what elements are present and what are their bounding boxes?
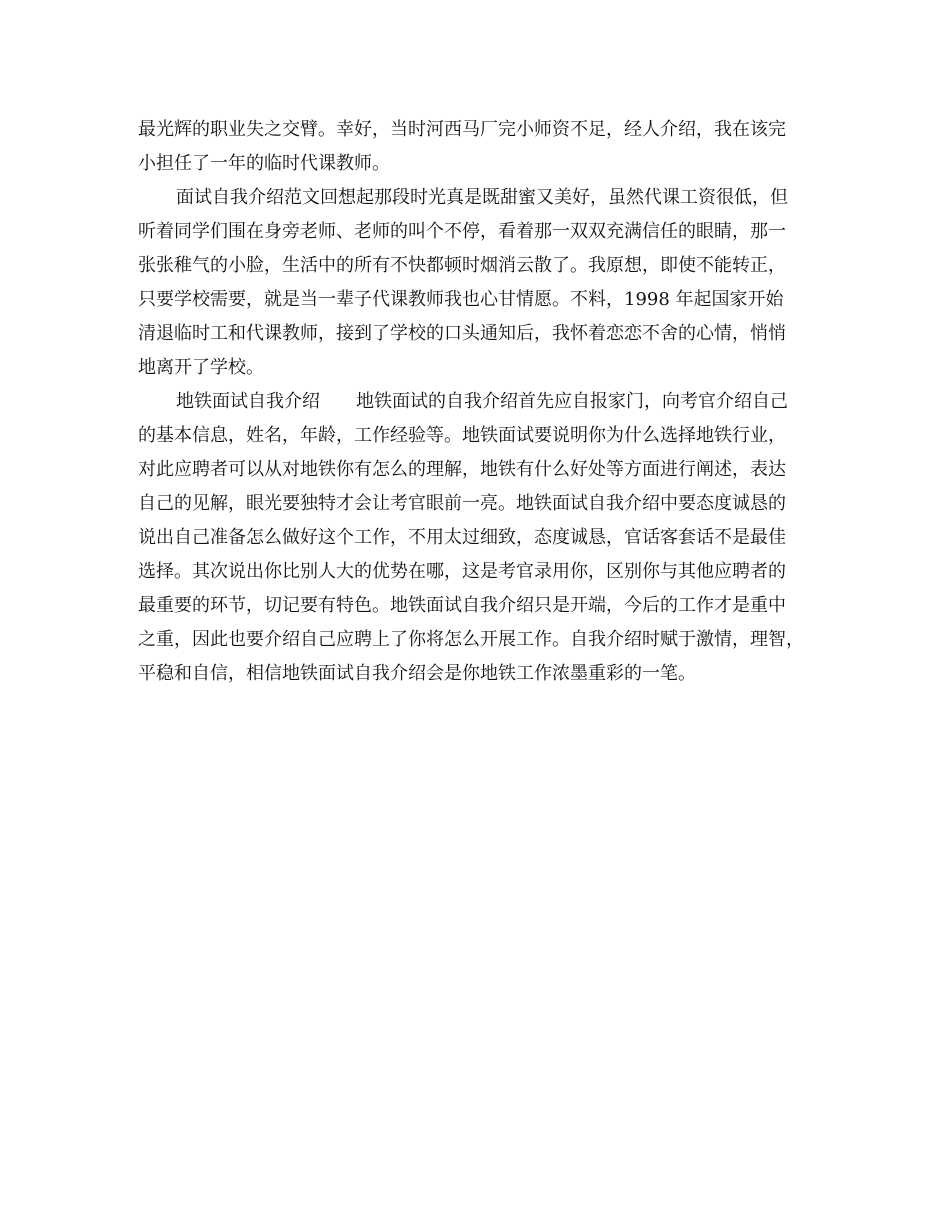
paragraph-start-line: 面试自我介绍范文回想起那段时光真是既甜蜜又美好，虽然代课工资很低，但 (176, 187, 788, 208)
document-body (138, 113, 838, 691)
subway-heading: 地铁面试自我介绍 (176, 391, 320, 412)
text-line: 听着同学们围在身旁老师、老师的叫个不停，看着那一双双充满信任的眼睛，那一 (138, 221, 786, 242)
subway-lead-text: 地铁面试的自我介绍首先应自报家门，向考官介绍自己 (356, 391, 788, 412)
text-line: 张张稚气的小脸，生活中的所有不快都顿时烟消云散了。我原想，即使不能转正， (138, 255, 786, 276)
text-line: 小担任了一年的临时代课教师。 (138, 153, 390, 174)
text-line: 最重要的环节，切记要有特色。地铁面试自我介绍只是开端，今后的工作才是重中 (138, 595, 786, 616)
text-line: 说出自己准备怎么做好这个工作，不用太过细致，态度诚恳，官话客套话不是最佳 (138, 527, 786, 548)
text-line: 地离开了学校。 (138, 357, 264, 378)
text-line: 只要学校需要，就是当一辈子代课教师我也心甘情愿。不料，1998 年起国家开始 (138, 289, 784, 310)
text-line: 清退临时工和代课教师，接到了学校的口头通知后，我怀着恋恋不舍的心情，悄悄 (138, 323, 786, 344)
text-line: 选择。其次说出你比别人大的优势在哪，这是考官录用你，区别你与其他应聘者的 (138, 561, 786, 582)
subway-paragraph-first-line (138, 385, 838, 419)
text-line: 的基本信息，姓名，年龄，工作经验等。地铁面试要说明你为什么选择地铁行业， (138, 425, 786, 446)
text-line: 对此应聘者可以从对地铁你有怎么的理解，地铁有什么好处等方面进行阐述，表达 (138, 459, 786, 480)
text-line: 自己的见解，眼光要独特才会让考官眼前一亮。地铁面试自我介绍中要态度诚恳的 (138, 493, 786, 514)
text-line: 平稳和自信，相信地铁面试自我介绍会是你地铁工作浓墨重彩的一笔。 (138, 663, 696, 684)
text-line: 最光辉的职业失之交臂。幸好，当时河西马厂完小师资不足，经人介绍，我在该完 (138, 119, 786, 140)
text-line: 之重，因此也要介绍自己应聘上了你将怎么开展工作。自我介绍时赋于激情，理智， (138, 629, 804, 650)
